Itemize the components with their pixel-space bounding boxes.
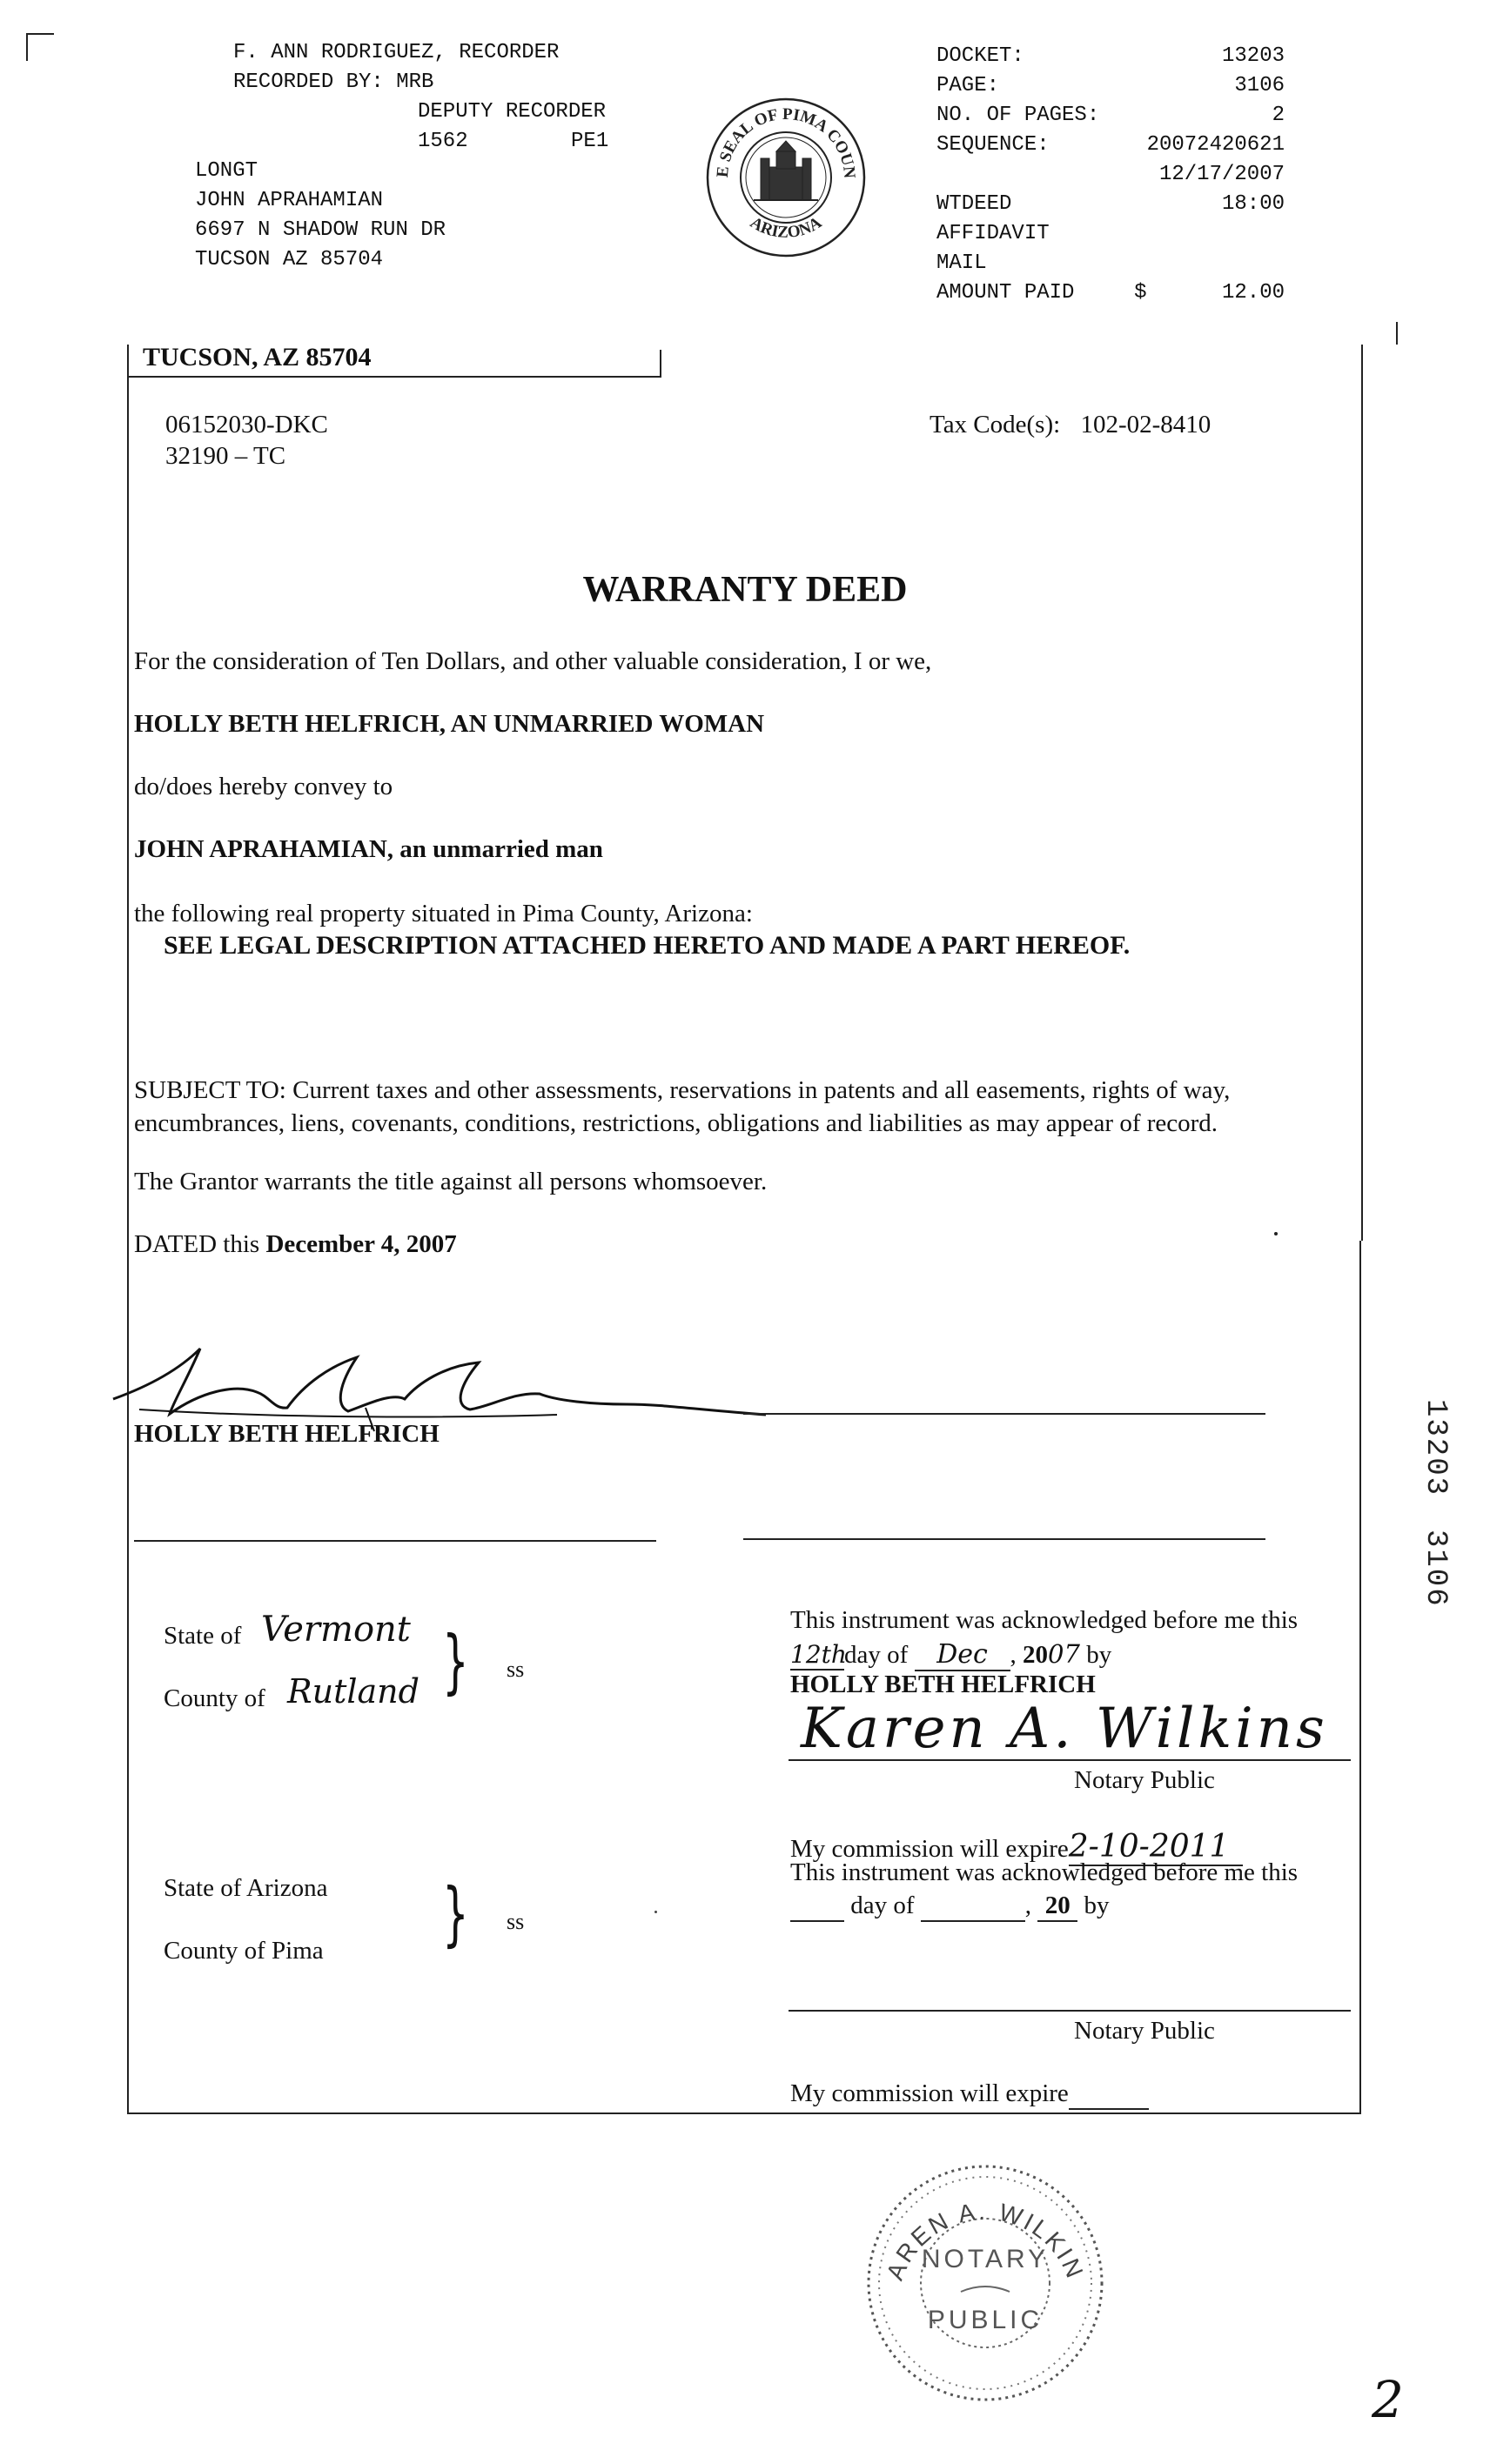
tax-code-label: Tax Code(s): <box>930 411 1061 439</box>
deputy-id-row <box>418 127 608 157</box>
docket-row <box>936 190 1285 219</box>
ack1-notary-line <box>789 1759 1351 1761</box>
box-city-tick <box>660 350 661 378</box>
ack1-commission-value: 2-10-2011 <box>1069 1829 1243 1866</box>
margin-mark <box>1396 322 1398 345</box>
docket-row <box>936 160 1285 190</box>
ack2-commission-label: My commission will expire <box>790 2079 1069 2107</box>
docket-row <box>936 42 1285 71</box>
docket-label: AMOUNT PAID <box>936 281 1075 305</box>
convey-text: do/does hereby convey to <box>134 773 393 800</box>
box-city: TUCSON, AZ 85704 <box>143 343 372 372</box>
box-city-underline <box>129 376 660 378</box>
ack1-brace: } <box>442 1621 469 1702</box>
ack1-year-prefix: 20 <box>1023 1641 1049 1669</box>
subject-to-line-2: encumbrances, liens, covenants, conditions, restrictions, obligations and liabilities as may appear of record. <box>134 1109 1218 1137</box>
ack1-year-value: 07 <box>1048 1639 1080 1669</box>
deputy-code: PE1 <box>571 130 609 153</box>
deputy-recorder: DEPUTY RECORDER <box>418 100 607 124</box>
ack1-ss: ss <box>507 1657 525 1682</box>
tax-code <box>930 411 1211 439</box>
notary-stamp <box>839 2137 1131 2407</box>
warrants-text: The Grantor warrants the title against all persons whomsoever. <box>134 1168 768 1195</box>
signature-line-4 <box>743 1538 1265 1540</box>
grantor-name: HOLLY BETH HELFRICH, AN UNMARRIED WOMAN <box>134 710 765 738</box>
docket-value: 13203 <box>1221 44 1285 68</box>
docket-label: NO. OF PAGES: <box>936 104 1100 127</box>
ack2-brace: } <box>442 1873 469 1954</box>
dated-prefix: DATED this <box>134 1230 266 1258</box>
docket-row <box>936 278 1285 308</box>
subject-to-text <box>134 1074 1230 1140</box>
ack2-day-of: day of <box>850 1892 915 1919</box>
deed-frame-right-lower <box>1359 1241 1361 2114</box>
ack2-commission <box>790 2079 1149 2110</box>
signature-line-2 <box>743 1413 1265 1415</box>
ack1-name: HOLLY BETH HELFRICH <box>790 1671 1096 1698</box>
recorder-block <box>233 38 608 157</box>
docket-value: $ 12.00 <box>1134 281 1285 305</box>
docket-block <box>936 42 1285 308</box>
docket-value: 18:00 <box>1221 192 1285 216</box>
page-mark: 2 <box>1372 2370 1404 2429</box>
ack1-notary-label: Notary Public <box>1074 1766 1215 1794</box>
ack1-state-value: Vermont <box>261 1610 411 1650</box>
ack2-day-blank[interactable] <box>790 1892 844 1922</box>
stamp-public-text: PUBLIC <box>927 2306 1044 2334</box>
ack1-commission-label: My commission will expire <box>790 1835 1069 1863</box>
ack2-state-label: State of Arizona <box>164 1874 328 1902</box>
docket-row <box>936 249 1285 278</box>
recorded-by: RECORDED BY: MRB <box>233 70 434 94</box>
signature-line-3 <box>134 1540 656 1542</box>
docket-value: 20072420621 <box>1146 133 1285 157</box>
grantee-name: JOHN APRAHAMIAN, an unmarried man <box>134 835 603 863</box>
docket-row <box>936 71 1285 101</box>
signer-name: HOLLY BETH HELFRICH <box>134 1420 440 1448</box>
docket-label: AFFIDAVIT <box>936 222 1050 245</box>
stamp-name-text: AREN A. WILKIN <box>881 2197 1090 2284</box>
dated-line <box>134 1230 457 1259</box>
ack2-ss: ss <box>507 1909 525 1934</box>
legal-description-text: SEE LEGAL DESCRIPTION ATTACHED HERETO AND MADE A PART HEREOF. <box>164 931 1131 960</box>
ack2-date-line: day of , 20 by <box>790 1892 1110 1922</box>
mail-code: LONGT <box>195 159 258 183</box>
deed-frame-bottom <box>127 2112 1361 2114</box>
ack2-month-blank[interactable] <box>921 1892 1025 1922</box>
mail-city: TUCSON AZ 85704 <box>195 248 384 271</box>
tax-code-value: 102-02-8410 <box>1080 411 1211 439</box>
property-text: the following real property situated in Pima County, Arizona: <box>134 900 753 927</box>
deed-title: WARRANTY DEED <box>582 570 908 610</box>
docket-label: SEQUENCE: <box>936 133 1050 157</box>
docket-value: 3106 <box>1234 74 1285 97</box>
stray-dot <box>1274 1232 1278 1235</box>
mail-name: JOHN APRAHAMIAN <box>195 189 384 212</box>
mail-to-block <box>195 157 446 275</box>
ack1-county-label: County of <box>164 1684 265 1712</box>
corner-mark <box>26 33 54 61</box>
ack1-notary-signature: Karen A. Wilkins <box>801 1697 1328 1761</box>
docket-value: 12/17/2007 <box>1158 163 1285 186</box>
docket-value: 2 <box>1272 104 1285 127</box>
dated-date: December 4, 2007 <box>265 1230 457 1258</box>
mail-street: 6697 N SHADOW RUN DR <box>195 218 446 242</box>
ack2-line1: This instrument was acknowledged before me this <box>790 1858 1299 1886</box>
seal-top-text: E SEAL OF PIMA COUN <box>713 104 859 179</box>
consideration-text: For the consideration of Ten Dollars, and other valuable consideration, I or we, <box>134 647 932 675</box>
ack1-date-line: 12thday of Dec , 2007 by <box>790 1639 1112 1670</box>
ack1-line1: This instrument was acknowledged before me this <box>790 1606 1299 1634</box>
deputy-number: 1562 <box>418 130 468 153</box>
docket-label: DOCKET: <box>936 44 1024 68</box>
ack2-county-label: County of Pima <box>164 1937 324 1965</box>
ack1-day-value: 12th <box>790 1640 847 1669</box>
ack1-by: by <box>1086 1641 1112 1669</box>
side-docket-number: 13203 <box>1419 1399 1452 1497</box>
subject-to-line-1: SUBJECT TO: Current taxes and other assessments, reservations in patents and all easements, rights of way, <box>134 1076 1231 1104</box>
ack1-state-label: State of <box>164 1622 242 1650</box>
side-page-number: 3106 <box>1419 1530 1452 1608</box>
docket-row <box>936 101 1285 131</box>
ack2-notary-line <box>789 2010 1351 2012</box>
ack1-month-value: Dec <box>915 1639 1010 1671</box>
recorder-name: F. ANN RODRIGUEZ, RECORDER <box>233 41 560 64</box>
docket-row <box>936 219 1285 249</box>
escrow-block <box>165 409 328 472</box>
docket-row <box>936 131 1285 160</box>
ack2-notary-label: Notary Public <box>1074 2017 1215 2045</box>
docket-label: MAIL <box>936 251 987 275</box>
pima-county-seal <box>703 84 869 263</box>
seal-bottom-text: ARIZONA <box>747 213 825 242</box>
ack1-county-value: Rutland <box>287 1672 419 1711</box>
escrow-number: 06152030-DKC <box>165 411 328 439</box>
stray-dot-2 <box>654 1911 657 1913</box>
ack2-year-prefix: 20 <box>1037 1892 1077 1922</box>
ack2-commission-blank[interactable] <box>1069 2079 1149 2110</box>
escrow-order: 32190 – TC <box>165 442 286 470</box>
ack1-day-of: day of <box>844 1641 909 1669</box>
ack2-by: by <box>1084 1892 1110 1919</box>
docket-label: PAGE: <box>936 74 1000 97</box>
docket-label: WTDEED <box>936 192 1012 216</box>
stamp-notary-text: NOTARY <box>921 2245 1050 2273</box>
